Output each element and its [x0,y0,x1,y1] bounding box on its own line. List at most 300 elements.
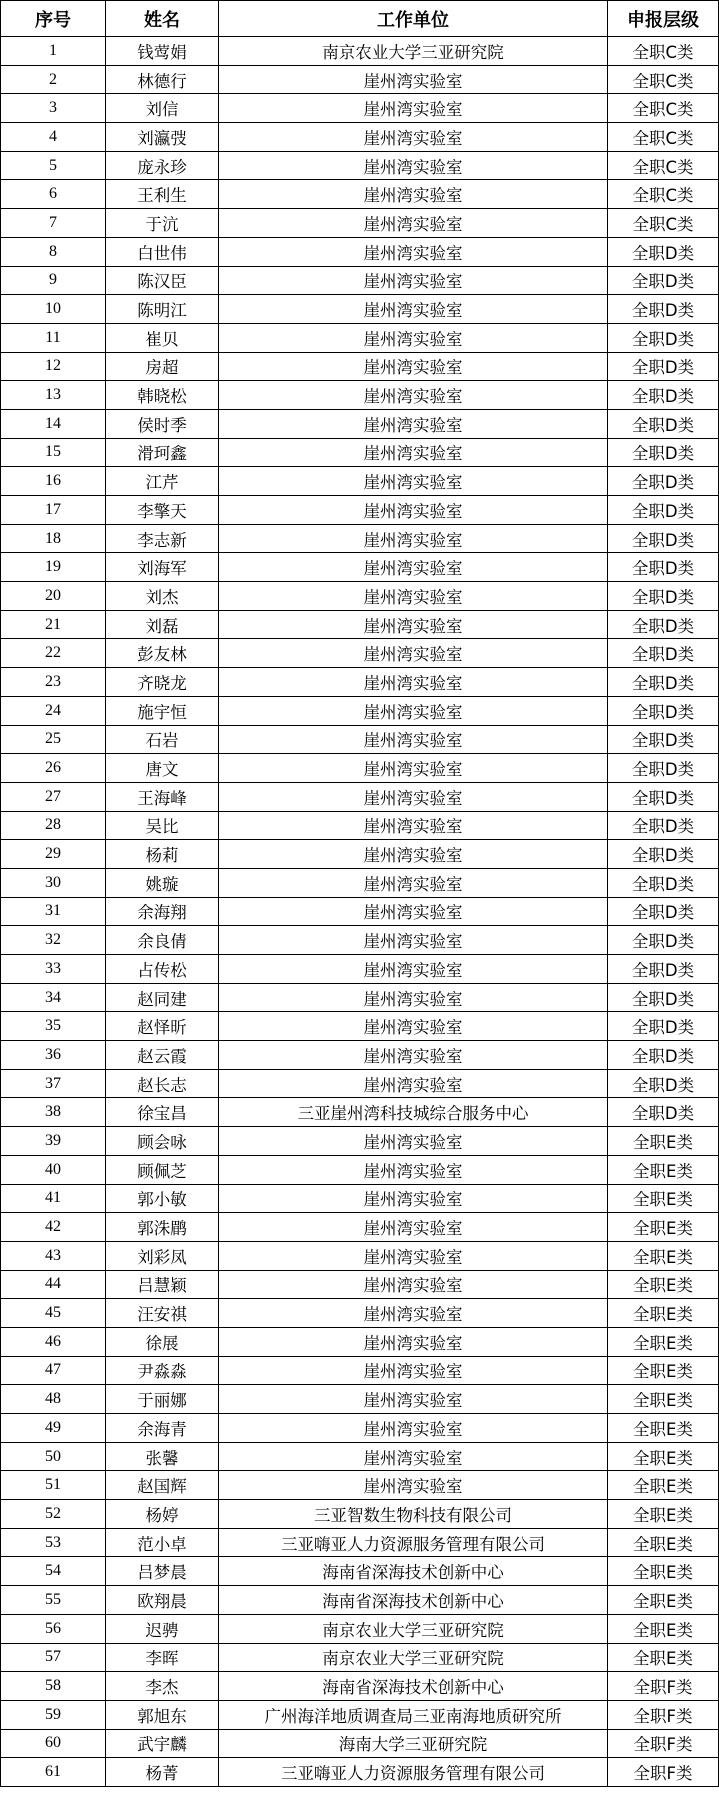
header-row [1,1,719,37]
cell-level: 全职E类 [608,1586,719,1615]
cell-name: 郭洙鹛 [106,1213,219,1242]
cell-name: 郭小敏 [106,1184,219,1213]
cell-work-unit: 南京农业大学三亚研究院 [219,1643,608,1672]
cell-level: 全职D类 [608,381,719,410]
cell-name: 刘信 [106,94,219,123]
cell-name: 徐展 [106,1327,219,1356]
cell-level: 全职C类 [608,209,719,238]
cell-index: 24 [1,696,106,725]
cell-work-unit: 崖州湾实验室 [219,1241,608,1270]
table-row [1,754,719,783]
cell-level: 全职E类 [608,1356,719,1385]
cell-index: 44 [1,1270,106,1299]
cell-work-unit: 崖州湾实验室 [219,237,608,266]
cell-index: 3 [1,94,106,123]
table-row [1,1614,719,1643]
table-row [1,1069,719,1098]
table-row [1,955,719,984]
cell-index: 19 [1,553,106,582]
cell-name: 房超 [106,352,219,381]
cell-work-unit: 崖州湾实验室 [219,1127,608,1156]
cell-level: 全职D类 [608,782,719,811]
table-row [1,1041,719,1070]
cell-level: 全职E类 [608,1471,719,1500]
table-row [1,94,719,123]
cell-name: 张馨 [106,1442,219,1471]
cell-work-unit: 崖州湾实验室 [219,868,608,897]
cell-index: 18 [1,524,106,553]
cell-index: 16 [1,467,106,496]
cell-work-unit: 三亚智数生物科技有限公司 [219,1500,608,1529]
cell-index: 40 [1,1155,106,1184]
cell-name: 钱莺娟 [106,37,219,66]
cell-work-unit: 崖州湾实验室 [219,1327,608,1356]
cell-work-unit: 崖州湾实验室 [219,524,608,553]
cell-index: 8 [1,237,106,266]
table-row [1,1758,719,1787]
cell-work-unit: 崖州湾实验室 [219,897,608,926]
cell-index: 14 [1,409,106,438]
cell-index: 36 [1,1041,106,1070]
table-row [1,1700,719,1729]
cell-level: 全职E类 [608,1127,719,1156]
cell-name: 赵云霞 [106,1041,219,1070]
cell-name: 徐宝昌 [106,1098,219,1127]
cell-name: 陈明江 [106,295,219,324]
cell-work-unit: 崖州湾实验室 [219,811,608,840]
cell-level: 全职D类 [608,524,719,553]
cell-name: 李擎天 [106,496,219,525]
header-level: 申报层级 [608,1,719,37]
cell-level: 全职E类 [608,1327,719,1356]
cell-work-unit: 崖州湾实验室 [219,352,608,381]
cell-level: 全职D类 [608,725,719,754]
cell-name: 顾佩芝 [106,1155,219,1184]
cell-index: 30 [1,868,106,897]
cell-name: 崔贝 [106,323,219,352]
cell-level: 全职D类 [608,237,719,266]
cell-work-unit: 崖州湾实验室 [219,840,608,869]
cell-work-unit: 崖州湾实验室 [219,582,608,611]
table-row [1,180,719,209]
cell-name: 杨莉 [106,840,219,869]
cell-name: 迟骋 [106,1614,219,1643]
cell-name: 陈汉臣 [106,266,219,295]
cell-index: 61 [1,1758,106,1787]
cell-name: 余良倩 [106,926,219,955]
cell-work-unit: 崖州湾实验室 [219,180,608,209]
cell-index: 7 [1,209,106,238]
cell-index: 35 [1,1012,106,1041]
table-row [1,237,719,266]
cell-work-unit: 海南省深海技术创新中心 [219,1557,608,1586]
cell-index: 1 [1,37,106,66]
cell-name: 姚璇 [106,868,219,897]
cell-level: 全职E类 [608,1414,719,1443]
cell-level: 全职E类 [608,1155,719,1184]
table-row [1,1643,719,1672]
cell-work-unit: 三亚嗨亚人力资源服务管理有限公司 [219,1528,608,1557]
cell-level: 全职D类 [608,840,719,869]
table-row [1,438,719,467]
table-row [1,151,719,180]
cell-index: 9 [1,266,106,295]
cell-work-unit: 崖州湾实验室 [219,1385,608,1414]
cell-level: 全职C类 [608,180,719,209]
cell-name: 刘彩凤 [106,1241,219,1270]
cell-index: 26 [1,754,106,783]
cell-level: 全职D类 [608,668,719,697]
cell-level: 全职D类 [608,868,719,897]
cell-level: 全职C类 [608,94,719,123]
cell-level: 全职D类 [608,295,719,324]
cell-level: 全职D类 [608,352,719,381]
cell-level: 全职E类 [608,1614,719,1643]
cell-level: 全职D类 [608,811,719,840]
table-row [1,352,719,381]
cell-name: 欧翔晨 [106,1586,219,1615]
table-row [1,1299,719,1328]
cell-level: 全职D类 [608,1069,719,1098]
table-row [1,582,719,611]
cell-index: 21 [1,610,106,639]
cell-index: 49 [1,1414,106,1443]
cell-work-unit: 崖州湾实验室 [219,1041,608,1070]
table-row [1,1414,719,1443]
cell-index: 57 [1,1643,106,1672]
table-row [1,1356,719,1385]
table-row [1,1012,719,1041]
cell-name: 林德行 [106,65,219,94]
cell-level: 全职E类 [608,1643,719,1672]
table-row [1,37,719,66]
cell-level: 全职D类 [608,496,719,525]
cell-work-unit: 崖州湾实验室 [219,438,608,467]
cell-name: 赵长志 [106,1069,219,1098]
table-row [1,782,719,811]
cell-level: 全职D类 [608,610,719,639]
table-row [1,381,719,410]
cell-work-unit: 崖州湾实验室 [219,151,608,180]
table-row [1,524,719,553]
cell-work-unit: 崖州湾实验室 [219,323,608,352]
cell-name: 王利生 [106,180,219,209]
cell-name: 江芹 [106,467,219,496]
table-row [1,1213,719,1242]
cell-name: 韩晓松 [106,381,219,410]
cell-name: 顾会咏 [106,1127,219,1156]
table-row [1,65,719,94]
cell-index: 15 [1,438,106,467]
cell-name: 郭旭东 [106,1700,219,1729]
cell-index: 48 [1,1385,106,1414]
cell-work-unit: 崖州湾实验室 [219,1069,608,1098]
cell-name: 刘磊 [106,610,219,639]
cell-level: 全职F类 [608,1758,719,1787]
cell-level: 全职D类 [608,639,719,668]
cell-work-unit: 崖州湾实验室 [219,610,608,639]
cell-index: 2 [1,65,106,94]
cell-level: 全职D类 [608,266,719,295]
cell-name: 吕慧颖 [106,1270,219,1299]
cell-index: 23 [1,668,106,697]
cell-work-unit: 崖州湾实验室 [219,496,608,525]
cell-level: 全职E类 [608,1270,719,1299]
table-row [1,668,719,697]
cell-level: 全职F类 [608,1700,719,1729]
cell-index: 59 [1,1700,106,1729]
cell-index: 33 [1,955,106,984]
cell-name: 刘海军 [106,553,219,582]
cell-level: 全职D类 [608,582,719,611]
table-row [1,1729,719,1758]
cell-name: 施宇恒 [106,696,219,725]
cell-index: 42 [1,1213,106,1242]
table-row [1,1557,719,1586]
cell-level: 全职F类 [608,1729,719,1758]
cell-work-unit: 崖州湾实验室 [219,266,608,295]
cell-work-unit: 崖州湾实验室 [219,983,608,1012]
cell-work-unit: 崖州湾实验室 [219,381,608,410]
cell-name: 汪安祺 [106,1299,219,1328]
table-body [1,37,719,1787]
cell-level: 全职D类 [608,409,719,438]
cell-level: 全职E类 [608,1299,719,1328]
cell-work-unit: 崖州湾实验室 [219,754,608,783]
cell-work-unit: 崖州湾实验室 [219,696,608,725]
table-row [1,323,719,352]
cell-level: 全职C类 [608,123,719,152]
cell-work-unit: 崖州湾实验室 [219,639,608,668]
cell-index: 13 [1,381,106,410]
cell-level: 全职E类 [608,1241,719,1270]
cell-work-unit: 崖州湾实验室 [219,1471,608,1500]
cell-name: 白世伟 [106,237,219,266]
table-row [1,1500,719,1529]
cell-level: 全职D类 [608,696,719,725]
cell-name: 吴比 [106,811,219,840]
cell-name: 唐文 [106,754,219,783]
table-row [1,1442,719,1471]
cell-work-unit: 南京农业大学三亚研究院 [219,1614,608,1643]
table-row [1,811,719,840]
table-row [1,840,719,869]
cell-work-unit: 海南省深海技术创新中心 [219,1672,608,1701]
cell-name: 刘瀛弢 [106,123,219,152]
cell-index: 32 [1,926,106,955]
cell-name: 吕梦晨 [106,1557,219,1586]
cell-index: 39 [1,1127,106,1156]
cell-index: 60 [1,1729,106,1758]
table-row [1,1127,719,1156]
cell-index: 54 [1,1557,106,1586]
cell-work-unit: 崖州湾实验室 [219,1012,608,1041]
cell-index: 50 [1,1442,106,1471]
cell-index: 10 [1,295,106,324]
cell-work-unit: 崖州湾实验室 [219,1299,608,1328]
cell-index: 20 [1,582,106,611]
cell-name: 赵国辉 [106,1471,219,1500]
cell-index: 41 [1,1184,106,1213]
cell-level: 全职D类 [608,955,719,984]
cell-level: 全职E类 [608,1213,719,1242]
table-row [1,1672,719,1701]
table-row [1,610,719,639]
table-row [1,123,719,152]
cell-index: 6 [1,180,106,209]
table-row [1,1327,719,1356]
cell-name: 李杰 [106,1672,219,1701]
cell-index: 45 [1,1299,106,1328]
cell-index: 25 [1,725,106,754]
table-row [1,926,719,955]
cell-name: 占传松 [106,955,219,984]
cell-level: 全职E类 [608,1385,719,1414]
cell-index: 47 [1,1356,106,1385]
cell-index: 22 [1,639,106,668]
cell-index: 28 [1,811,106,840]
cell-work-unit: 三亚崖州湾科技城综合服务中心 [219,1098,608,1127]
table-row [1,1270,719,1299]
cell-level: 全职D类 [608,754,719,783]
table-row [1,266,719,295]
cell-index: 52 [1,1500,106,1529]
cell-work-unit: 广州海洋地质调查局三亚南海地质研究所 [219,1700,608,1729]
cell-level: 全职E类 [608,1557,719,1586]
cell-name: 刘杰 [106,582,219,611]
cell-index: 37 [1,1069,106,1098]
cell-name: 于沆 [106,209,219,238]
cell-level: 全职C类 [608,151,719,180]
table-row [1,1241,719,1270]
cell-level: 全职D类 [608,1041,719,1070]
cell-work-unit: 崖州湾实验室 [219,782,608,811]
cell-name: 尹淼淼 [106,1356,219,1385]
cell-work-unit: 崖州湾实验室 [219,209,608,238]
cell-index: 56 [1,1614,106,1643]
cell-work-unit: 崖州湾实验室 [219,725,608,754]
table-row [1,496,719,525]
cell-work-unit: 海南省深海技术创新中心 [219,1586,608,1615]
cell-work-unit: 崖州湾实验室 [219,1414,608,1443]
cell-work-unit: 崖州湾实验室 [219,65,608,94]
table-row [1,1528,719,1557]
header-work-unit: 工作单位 [219,1,608,37]
cell-index: 17 [1,496,106,525]
cell-index: 12 [1,352,106,381]
cell-level: 全职D类 [608,897,719,926]
table-row [1,1098,719,1127]
cell-index: 29 [1,840,106,869]
cell-level: 全职D类 [608,1098,719,1127]
table-row [1,696,719,725]
cell-name: 滑珂鑫 [106,438,219,467]
cell-level: 全职D类 [608,553,719,582]
header-name: 姓名 [106,1,219,37]
cell-level: 全职D类 [608,467,719,496]
cell-level: 全职F类 [608,1672,719,1701]
table-row [1,1586,719,1615]
cell-index: 34 [1,983,106,1012]
cell-name: 赵同建 [106,983,219,1012]
cell-level: 全职E类 [608,1528,719,1557]
cell-index: 46 [1,1327,106,1356]
cell-level: 全职D类 [608,323,719,352]
cell-work-unit: 崖州湾实验室 [219,668,608,697]
cell-name: 杨婷 [106,1500,219,1529]
cell-work-unit: 崖州湾实验室 [219,123,608,152]
table-row [1,1184,719,1213]
cell-work-unit: 海南大学三亚研究院 [219,1729,608,1758]
cell-work-unit: 南京农业大学三亚研究院 [219,37,608,66]
cell-index: 53 [1,1528,106,1557]
cell-level: 全职E类 [608,1500,719,1529]
cell-name: 杨菁 [106,1758,219,1787]
cell-work-unit: 崖州湾实验室 [219,553,608,582]
table-row [1,1471,719,1500]
table-row [1,1155,719,1184]
table-row [1,553,719,582]
cell-index: 58 [1,1672,106,1701]
cell-work-unit: 崖州湾实验室 [219,1184,608,1213]
cell-level: 全职D类 [608,1012,719,1041]
cell-index: 4 [1,123,106,152]
cell-level: 全职D类 [608,926,719,955]
cell-level: 全职E类 [608,1442,719,1471]
cell-name: 余海翔 [106,897,219,926]
table-row [1,725,719,754]
cell-work-unit: 崖州湾实验室 [219,295,608,324]
cell-work-unit: 崖州湾实验室 [219,1213,608,1242]
cell-index: 31 [1,897,106,926]
table-row [1,209,719,238]
cell-index: 43 [1,1241,106,1270]
cell-name: 于丽娜 [106,1385,219,1414]
cell-name: 齐晓龙 [106,668,219,697]
cell-name: 余海青 [106,1414,219,1443]
cell-work-unit: 崖州湾实验室 [219,1442,608,1471]
cell-name: 彭友林 [106,639,219,668]
cell-work-unit: 三亚嗨亚人力资源服务管理有限公司 [219,1758,608,1787]
cell-index: 11 [1,323,106,352]
cell-name: 侯时季 [106,409,219,438]
table-row [1,467,719,496]
cell-level: 全职E类 [608,1184,719,1213]
cell-work-unit: 崖州湾实验室 [219,94,608,123]
cell-name: 王海峰 [106,782,219,811]
cell-name: 李志新 [106,524,219,553]
cell-name: 庞永珍 [106,151,219,180]
cell-work-unit: 崖州湾实验室 [219,926,608,955]
cell-name: 李晖 [106,1643,219,1672]
table-row [1,868,719,897]
table-row [1,639,719,668]
table-row [1,295,719,324]
cell-work-unit: 崖州湾实验室 [219,1270,608,1299]
cell-index: 55 [1,1586,106,1615]
cell-level: 全职C类 [608,65,719,94]
cell-level: 全职D类 [608,438,719,467]
table-row [1,1385,719,1414]
cell-index: 38 [1,1098,106,1127]
cell-name: 赵怿昕 [106,1012,219,1041]
cell-work-unit: 崖州湾实验室 [219,1155,608,1184]
cell-index: 51 [1,1471,106,1500]
cell-level: 全职C类 [608,37,719,66]
cell-name: 石岩 [106,725,219,754]
cell-work-unit: 崖州湾实验室 [219,955,608,984]
cell-name: 武宇麟 [106,1729,219,1758]
